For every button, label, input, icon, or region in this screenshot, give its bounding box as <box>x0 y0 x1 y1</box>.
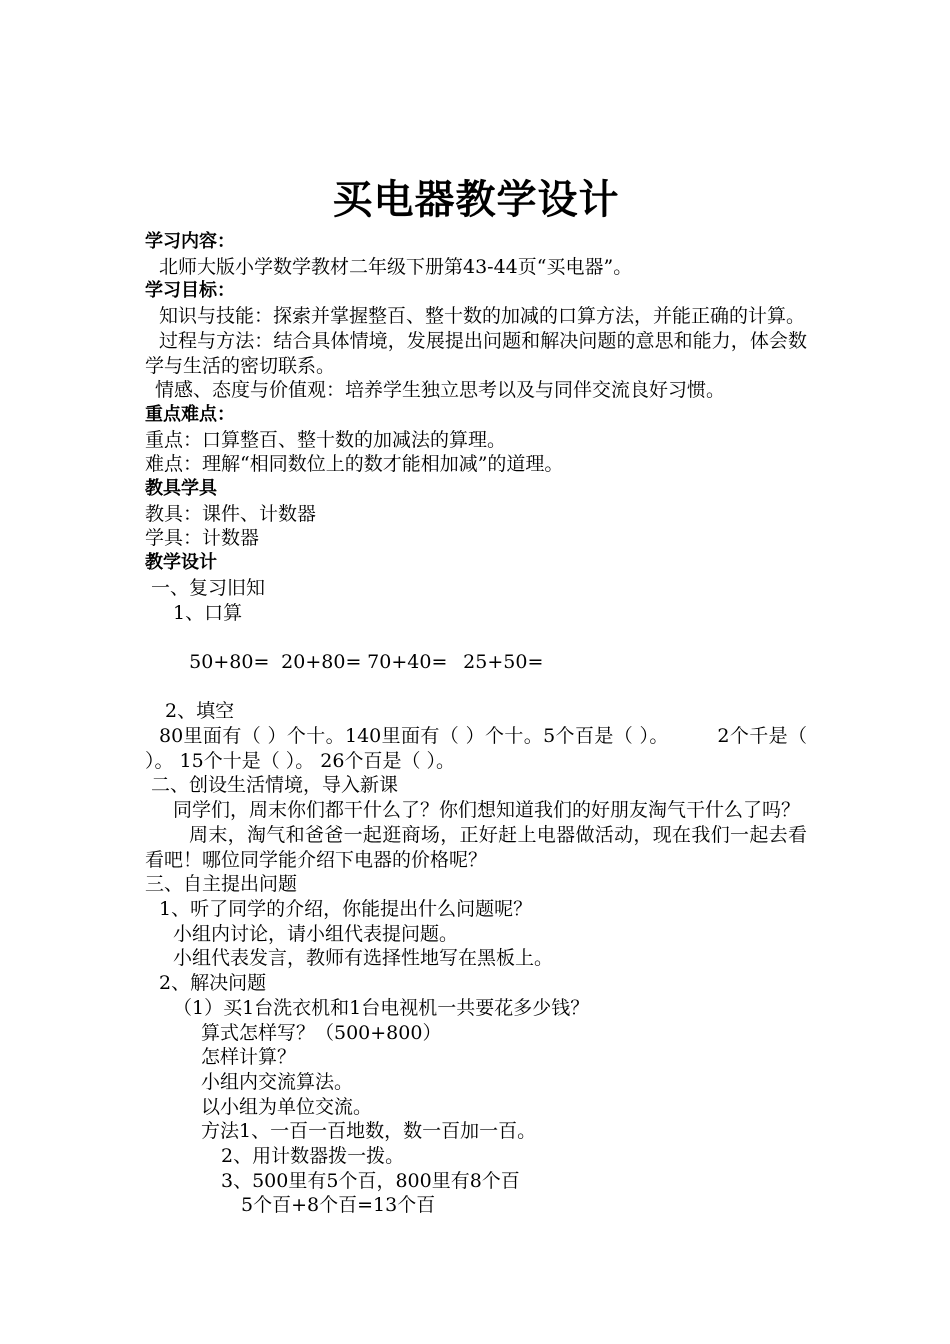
question-1-share: 以小组为单位交流。 <box>201 1095 373 1118</box>
design-part-3-2: 2、解决问题 <box>159 972 267 995</box>
section-heading-content: 学习内容： <box>145 231 235 252</box>
design-part-1-1: 1、口算 <box>173 601 243 624</box>
document-title: 买电器教学设计 <box>332 177 620 223</box>
design-part-3-1: 1、听了同学的介绍，你能提出什么问题呢？ <box>159 897 533 920</box>
goal-process: 过程与方法：结合具体情境，发展提出问题和解决问题的意思和能力，体会数学与生活的密切联系。 <box>145 329 807 377</box>
student-tools: 学具：计数器 <box>145 527 260 550</box>
section-heading-tools: 教具学具 <box>145 478 217 500</box>
section-heading-key: 重点难点： <box>145 403 235 425</box>
key-point: 重点：口算整百、整十数的加减法的算理。 <box>145 428 507 451</box>
content-text: 北师大版小学数学教材二年级下册第43-44页“买电器”。 <box>159 255 633 278</box>
teacher-tools: 教具：课件、计数器 <box>145 502 317 525</box>
calc-item: 50+80= <box>189 650 270 673</box>
design-part-1-2: 2、填空 <box>165 700 235 723</box>
method-3-result: 5个百+8个百=13个百 <box>241 1194 436 1217</box>
method-3: 3、500里有5个百，800里有8个百 <box>221 1169 520 1192</box>
design-part-3-1a: 小组内讨论，请小组代表提问题。 <box>173 922 459 945</box>
method-2: 2、用计数器拨一拨。 <box>221 1145 405 1168</box>
goal-knowledge: 知识与技能：探索并掌握整百、整十数的加减的口算方法，并能正确的计算。 <box>159 305 806 328</box>
calc-item: 70+40= <box>367 650 448 673</box>
design-part-2-para-2: 周末，淘气和爸爸一起逛商场，正好赶上电器做活动，现在我们一起去看看吧！哪位同学能介绍下电器的价格呢？ <box>145 823 807 871</box>
calc-row <box>145 625 807 699</box>
design-part-2-para-1: 同学们，周末你们都干什么了？你们想知道我们的好朋友淘气干什么了吗？ <box>173 799 801 822</box>
method-1: 方法1、一百一百地数，数一百加一百。 <box>201 1120 537 1143</box>
design-part-2: 二、创设生活情境，导入新课 <box>151 774 399 797</box>
design-part-3: 三、自主提出问题 <box>145 873 298 896</box>
design-part-3-1b: 小组代表发言，教师有选择性地写在黑板上。 <box>173 947 554 970</box>
difficult-point: 难点：理解“相同数位上的数才能相加减”的道理。 <box>145 453 564 476</box>
question-1-group: 小组内交流算法。 <box>201 1070 354 1093</box>
calc-item: 25+50= <box>463 650 544 673</box>
section-heading-design: 教学设计 <box>145 552 217 574</box>
goal-emotion: 情感、态度与价值观：培养学生独立思考以及与同伴交流良好习惯。 <box>155 379 726 402</box>
question-1-formula: 算式怎样写？（500+800） <box>201 1021 442 1044</box>
question-1: （1）买1台洗衣机和1台电视机一共要花多少钱？ <box>173 996 590 1019</box>
fill-blanks: 80里面有（ ）个十。140里面有（ ）个十。5个百是（ ）。 2个千是（ ）。 15个十是（ ）。 26个百是（ ）。 <box>145 725 814 772</box>
calc-item: 20+80= <box>281 650 362 673</box>
document-page <box>145 170 814 1218</box>
section-heading-goals: 学习目标： <box>145 280 235 302</box>
design-part-1: 一、复习旧知 <box>151 576 266 599</box>
question-1-how: 怎样计算？ <box>201 1046 297 1069</box>
